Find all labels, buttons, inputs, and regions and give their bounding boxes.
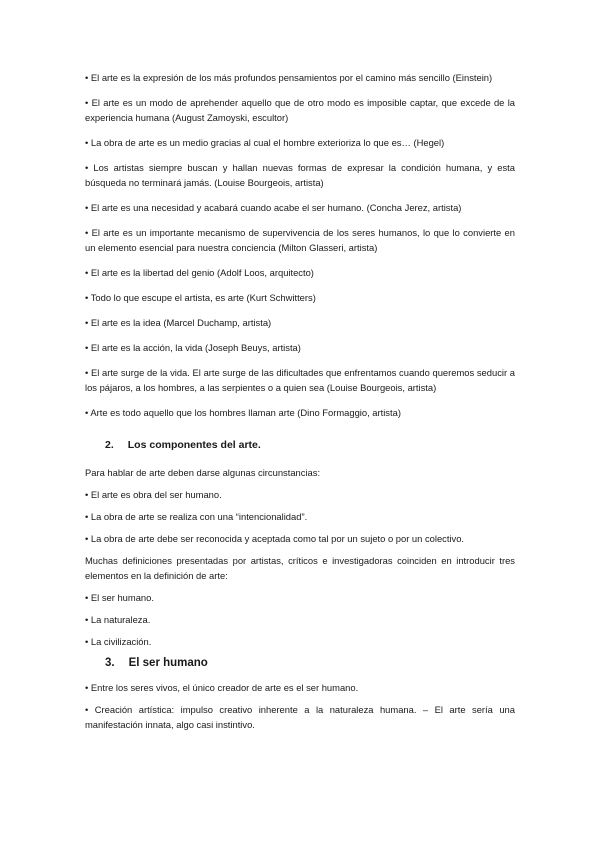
element-1: • El ser humano. [85, 592, 154, 603]
section-3-heading [85, 656, 515, 671]
quote-5: • El arte es una necesidad y acabará cuando acabe el ser humano. (Concha Jerez, artista) [85, 202, 462, 213]
section-2-heading [85, 438, 515, 453]
circumstance-1: • El arte es obra del ser humano. [85, 489, 222, 500]
quote-2: • El arte es un modo de aprehender aquello que de otro modo es imposible captar, que excede de la experiencia humana (August Zamoyski, escultor) [85, 97, 515, 123]
quote-3: • La obra de arte es un medio gracias al cual el hombre exterioriza lo que es… (Hegel) [85, 137, 445, 148]
element-3: • La civilización. [85, 636, 152, 647]
section-3-point-1: • Entre los seres vivos, el único creador de arte es el ser humano. [85, 682, 359, 693]
quote-4: • Los artistas siempre buscan y hallan nuevas formas de expresar la condición humana, y esta búsqueda no terminará jamás. (Louise Bourgeois, artista) [85, 162, 515, 188]
quote-7: • El arte es la libertad del genio (Adolf Loos, arquitecto) [85, 267, 314, 278]
quote-12: • Arte es todo aquello que los hombres llaman arte (Dino Formaggio, artista) [85, 407, 401, 418]
quote-1: • El arte es la expresión de los más profundos pensamientos por el camino más sencillo (Einstein) [85, 72, 493, 83]
circumstance-2: • La obra de arte se realiza con una “intencionalidad”. [85, 511, 308, 522]
quote-6: • El arte es un importante mecanismo de supervivencia de los seres humanos, lo que lo convierte en un elemento esencial para nuestra conciencia (Milton Glasseri, artista) [85, 227, 515, 253]
document-body [85, 70, 515, 739]
quote-9: • El arte es la idea (Marcel Duchamp, artista) [85, 317, 272, 328]
section-3-title: El ser humano [128, 657, 208, 669]
quote-11: • El arte surge de la vida. El arte surge de las dificultades que enfrentamos cuando queremos seducir a los pájaros, a los hombres, a las serpientes o a quien sea (Louise Bourgeois, artista) [85, 367, 515, 393]
section-2-title: Los componentes del arte. [127, 439, 261, 451]
section-2-number: 2. [105, 439, 114, 451]
definitions-intro: Muchas definiciones presentadas por artistas, críticos e investigadoras coinciden en introducir tres elementos en la definición de arte: [85, 555, 515, 581]
circumstance-3: • La obra de arte debe ser reconocida y aceptada como tal por un sujeto o por un colectivo. [85, 533, 465, 544]
section-3-point-2: • Creación artística: impulso creativo inherente a la naturaleza humana. – El arte sería una manifestación innata, algo casi instintivo. [85, 704, 515, 730]
section-3-number: 3. [105, 657, 115, 669]
element-2: • La naturaleza. [85, 614, 151, 625]
quote-8: • Todo lo que escupe el artista, es arte (Kurt Schwitters) [85, 292, 316, 303]
quote-10: • El arte es la acción, la vida (Joseph Beuys, artista) [85, 342, 301, 353]
section-2-intro: Para hablar de arte deben darse algunas circunstancias: [85, 467, 321, 478]
